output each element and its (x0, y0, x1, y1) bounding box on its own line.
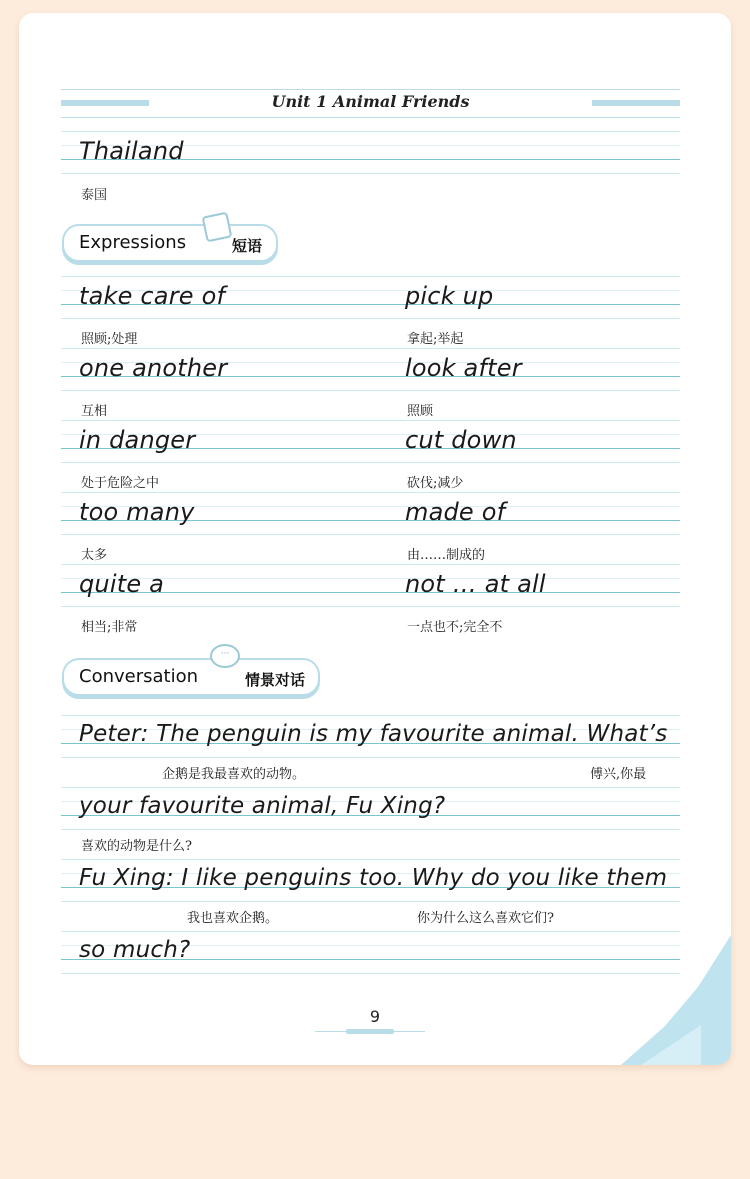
conversation-line (61, 715, 680, 755)
conversation-en: so much? (79, 937, 191, 963)
conversation-en: your favourite animal, Fu Xing? (79, 793, 446, 819)
expression-en: pick up (405, 282, 494, 310)
expression-en: not … at all (405, 570, 546, 598)
expression-zh: 砍伐;减少 (407, 476, 464, 491)
conversation-line (61, 787, 680, 827)
conversation-zh: 我也喜欢企鹅。 (187, 911, 279, 926)
word-zh: 泰国 (81, 188, 108, 203)
expression-en: made of (405, 498, 506, 526)
word-en: Thailand (79, 137, 184, 165)
conversation-zh: 傅兴,你最 (590, 767, 647, 782)
expression-zh: 处于危险之中 (81, 476, 160, 491)
speech-bubble-icon: ··· (210, 644, 240, 668)
conversation-en: Peter: The penguin is my favourite animal. What’s (79, 721, 668, 747)
expression-zh: 互相 (81, 404, 108, 419)
expression-zh: 太多 (81, 548, 108, 563)
expression-row (61, 420, 680, 460)
expressions-heading-zh: 短语 (232, 237, 263, 255)
word-row (61, 131, 680, 171)
expression-row (61, 564, 680, 604)
expressions-heading-en: Expressions (79, 232, 187, 253)
page-card (19, 13, 731, 1065)
conversation-heading-zh: 情景对话 (245, 671, 306, 689)
expression-zh: 相当;非常 (81, 620, 138, 635)
expression-row (61, 276, 680, 316)
notebook-icon (202, 212, 233, 243)
expression-en: take care of (79, 282, 226, 310)
expression-en: too many (79, 498, 195, 526)
expression-zh: 照顾;处理 (81, 332, 138, 347)
page-number: 9 (369, 1007, 381, 1026)
expression-zh: 由……制成的 (407, 548, 486, 563)
conversation-heading (62, 649, 320, 696)
expression-en: in danger (79, 426, 196, 454)
expression-en: one another (79, 354, 228, 382)
expression-row (61, 492, 680, 532)
expressions-heading (62, 224, 278, 262)
conversation-line (61, 931, 680, 971)
conversation-zh: 企鹅是我最喜欢的动物。 (162, 767, 306, 782)
expression-en: look after (405, 354, 522, 382)
page-number-bar (346, 1029, 394, 1034)
expression-en: quite a (79, 570, 165, 598)
page-header (61, 89, 680, 119)
expression-zh: 一点也不;完全不 (407, 620, 503, 635)
conversation-heading-en: Conversation (79, 666, 199, 687)
unit-title: Unit 1 Animal Friends (271, 92, 470, 111)
expression-row (61, 348, 680, 388)
conversation-en: Fu Xing: I like penguins too. Why do you like them (79, 865, 668, 891)
conversation-zh: 你为什么这么喜欢它们? (417, 911, 554, 926)
expression-zh: 照顾 (407, 404, 434, 419)
conversation-zh: 喜欢的动物是什么? (81, 839, 192, 854)
expression-en: cut down (405, 426, 517, 454)
expression-zh: 拿起;举起 (407, 332, 464, 347)
conversation-line (61, 859, 680, 899)
